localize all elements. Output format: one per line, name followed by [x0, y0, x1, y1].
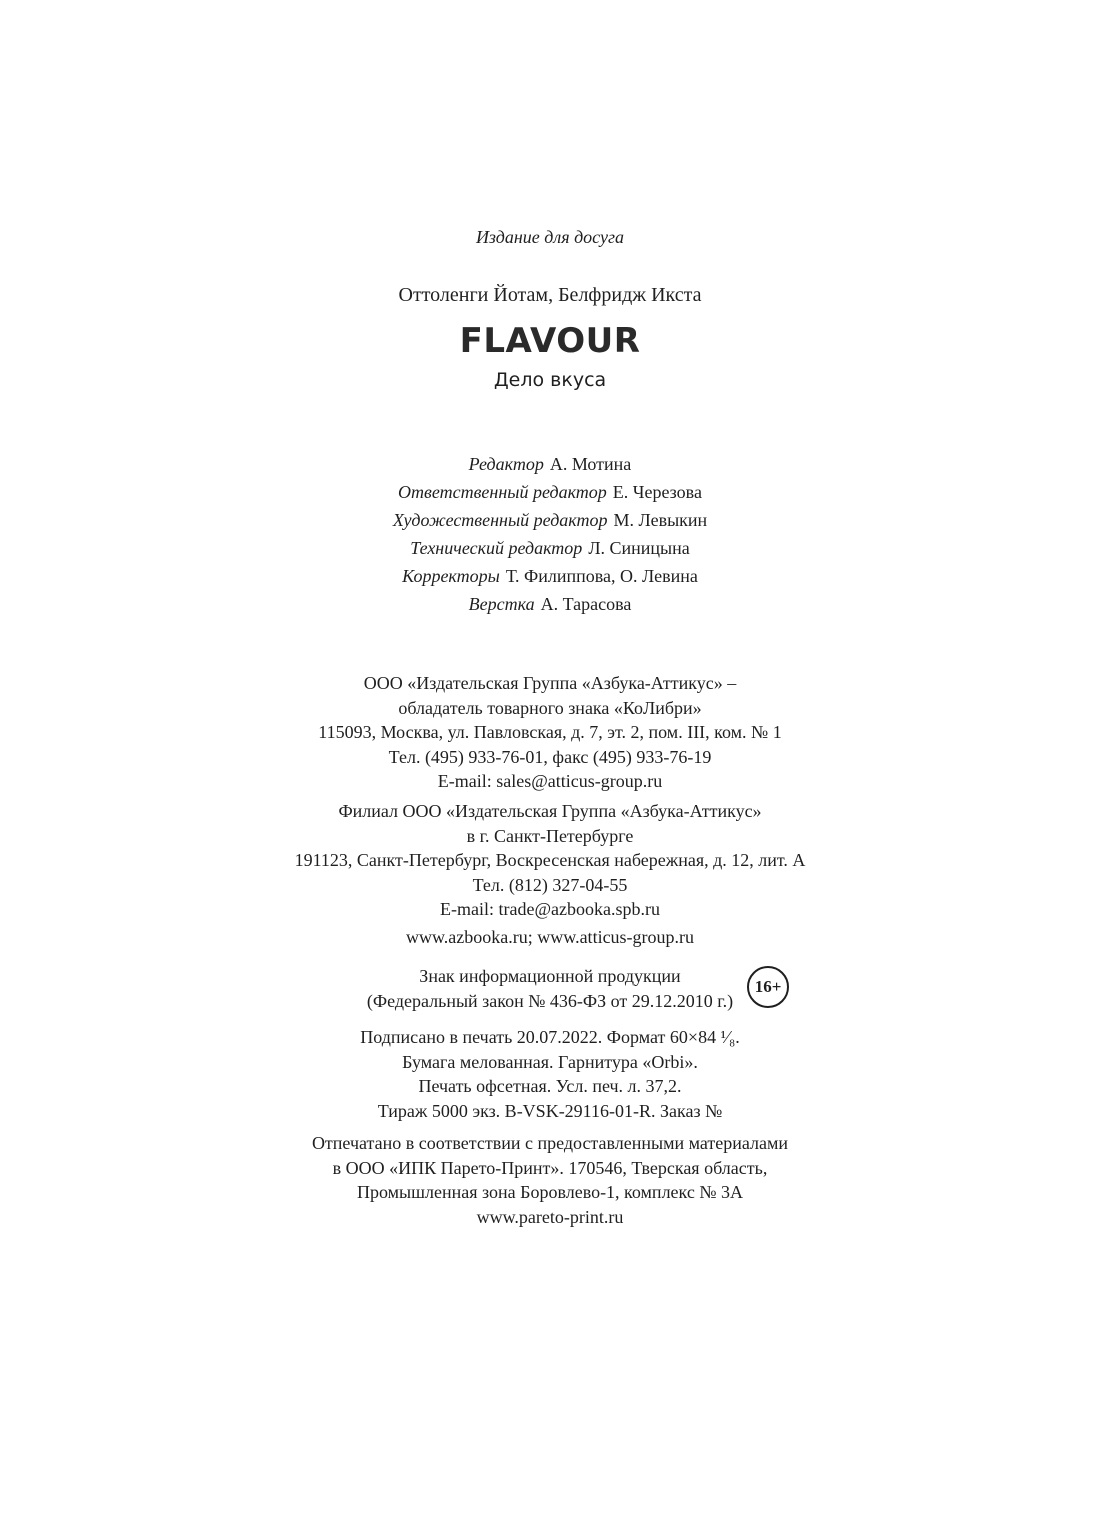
credit-role: Верстка	[468, 594, 535, 614]
credit-role: Ответственный редактор	[398, 482, 607, 502]
branch-email: E-mail: trade@azbooka.spb.ru	[440, 899, 660, 919]
credit-name: М. Левыкин	[613, 510, 708, 530]
credit-role: Редактор	[468, 454, 544, 474]
publisher-line: ООО «Издательская Группа «Азбука-Аттикус» –	[363, 673, 737, 693]
info-sign	[0, 964, 1100, 1013]
print-info	[0, 1025, 1100, 1123]
branch-info	[0, 799, 1100, 922]
publisher-line: обладатель товарного знака «КоЛибри»	[398, 697, 702, 718]
credit-layout	[0, 590, 1100, 618]
printer-line: в ООО «ИПК Парето-Принт». 170546, Тверская область,	[332, 1157, 768, 1178]
websites-line: www.azbooka.ru; www.atticus-group.ru	[405, 927, 695, 947]
print-info-line: Тираж 5000 экз. В-VSK-29116-01-R. Заказ №	[377, 1100, 723, 1121]
credit-name: Е. Черезова	[612, 482, 702, 502]
credit-name: А. Тарасова	[540, 594, 632, 614]
publisher-phone: Тел. (495) 933-76-01, факс (495) 933-76-19	[388, 746, 712, 767]
publisher-email: E-mail: sales@atticus-group.ru	[437, 771, 663, 791]
print-info-line: Подписано в печать 20.07.2022. Формат 60×84 ¹⁄₈.	[360, 1027, 740, 1047]
edition-type: Издание для досуга	[475, 227, 625, 247]
age-rating-badge: 16+	[747, 966, 789, 1008]
credit-name: А. Мотина	[549, 454, 632, 474]
book-subtitle: Дело вкуса	[493, 369, 607, 391]
print-info-line: Печать офсетная. Усл. печ. л. 37,2.	[418, 1076, 682, 1096]
branch-address: 191123, Санкт-Петербург, Воскресенская набережная, д. 12, лит. А	[294, 850, 806, 870]
book-title: FLAVOUR	[459, 321, 641, 361]
credit-proofreaders	[0, 562, 1100, 590]
publisher-info	[0, 671, 1100, 794]
credit-editor	[0, 450, 1100, 478]
printer-info	[0, 1131, 1100, 1229]
branch-phone: Тел. (812) 327-04-55	[472, 874, 628, 895]
credit-role: Корректоры	[402, 566, 500, 586]
info-sign-text	[366, 964, 782, 1013]
credit-role: Технический редактор	[410, 538, 583, 558]
printer-website: www.pareto-print.ru	[476, 1206, 624, 1227]
print-info-line: Бумага мелованная. Гарнитура «Orbi».	[402, 1051, 698, 1072]
printer-line: Промышленная зона Боровлево-1, комплекс № 3А	[356, 1182, 743, 1202]
credit-managing-editor	[0, 478, 1100, 506]
book-authors: Оттоленги Йотам, Белфридж Икста	[398, 284, 702, 306]
credit-name: Л. Синицына	[588, 538, 690, 558]
websites	[0, 925, 1100, 950]
branch-line: Филиал ООО «Издательская Группа «Азбука-Аттикус»	[338, 801, 762, 821]
publisher-address: 115093, Москва, ул. Павловская, д. 7, эт. 2, пом. III, ком. № 1	[318, 722, 782, 742]
info-sign-law: (Федеральный закон № 436-ФЗ от 29.12.2010 г.)	[366, 990, 734, 1011]
credit-name: Т. Филиппова, О. Левина	[505, 566, 698, 586]
branch-line: в г. Санкт-Петербурге	[466, 825, 634, 846]
credit-technical-editor	[0, 534, 1100, 562]
printer-line: Отпечатано в соответствии с предоставленными материалами	[311, 1133, 789, 1153]
credit-role: Художественный редактор	[392, 510, 608, 530]
credit-art-editor	[0, 506, 1100, 534]
info-sign-line: Знак информационной продукции	[419, 966, 681, 986]
credits-list	[0, 450, 1100, 618]
